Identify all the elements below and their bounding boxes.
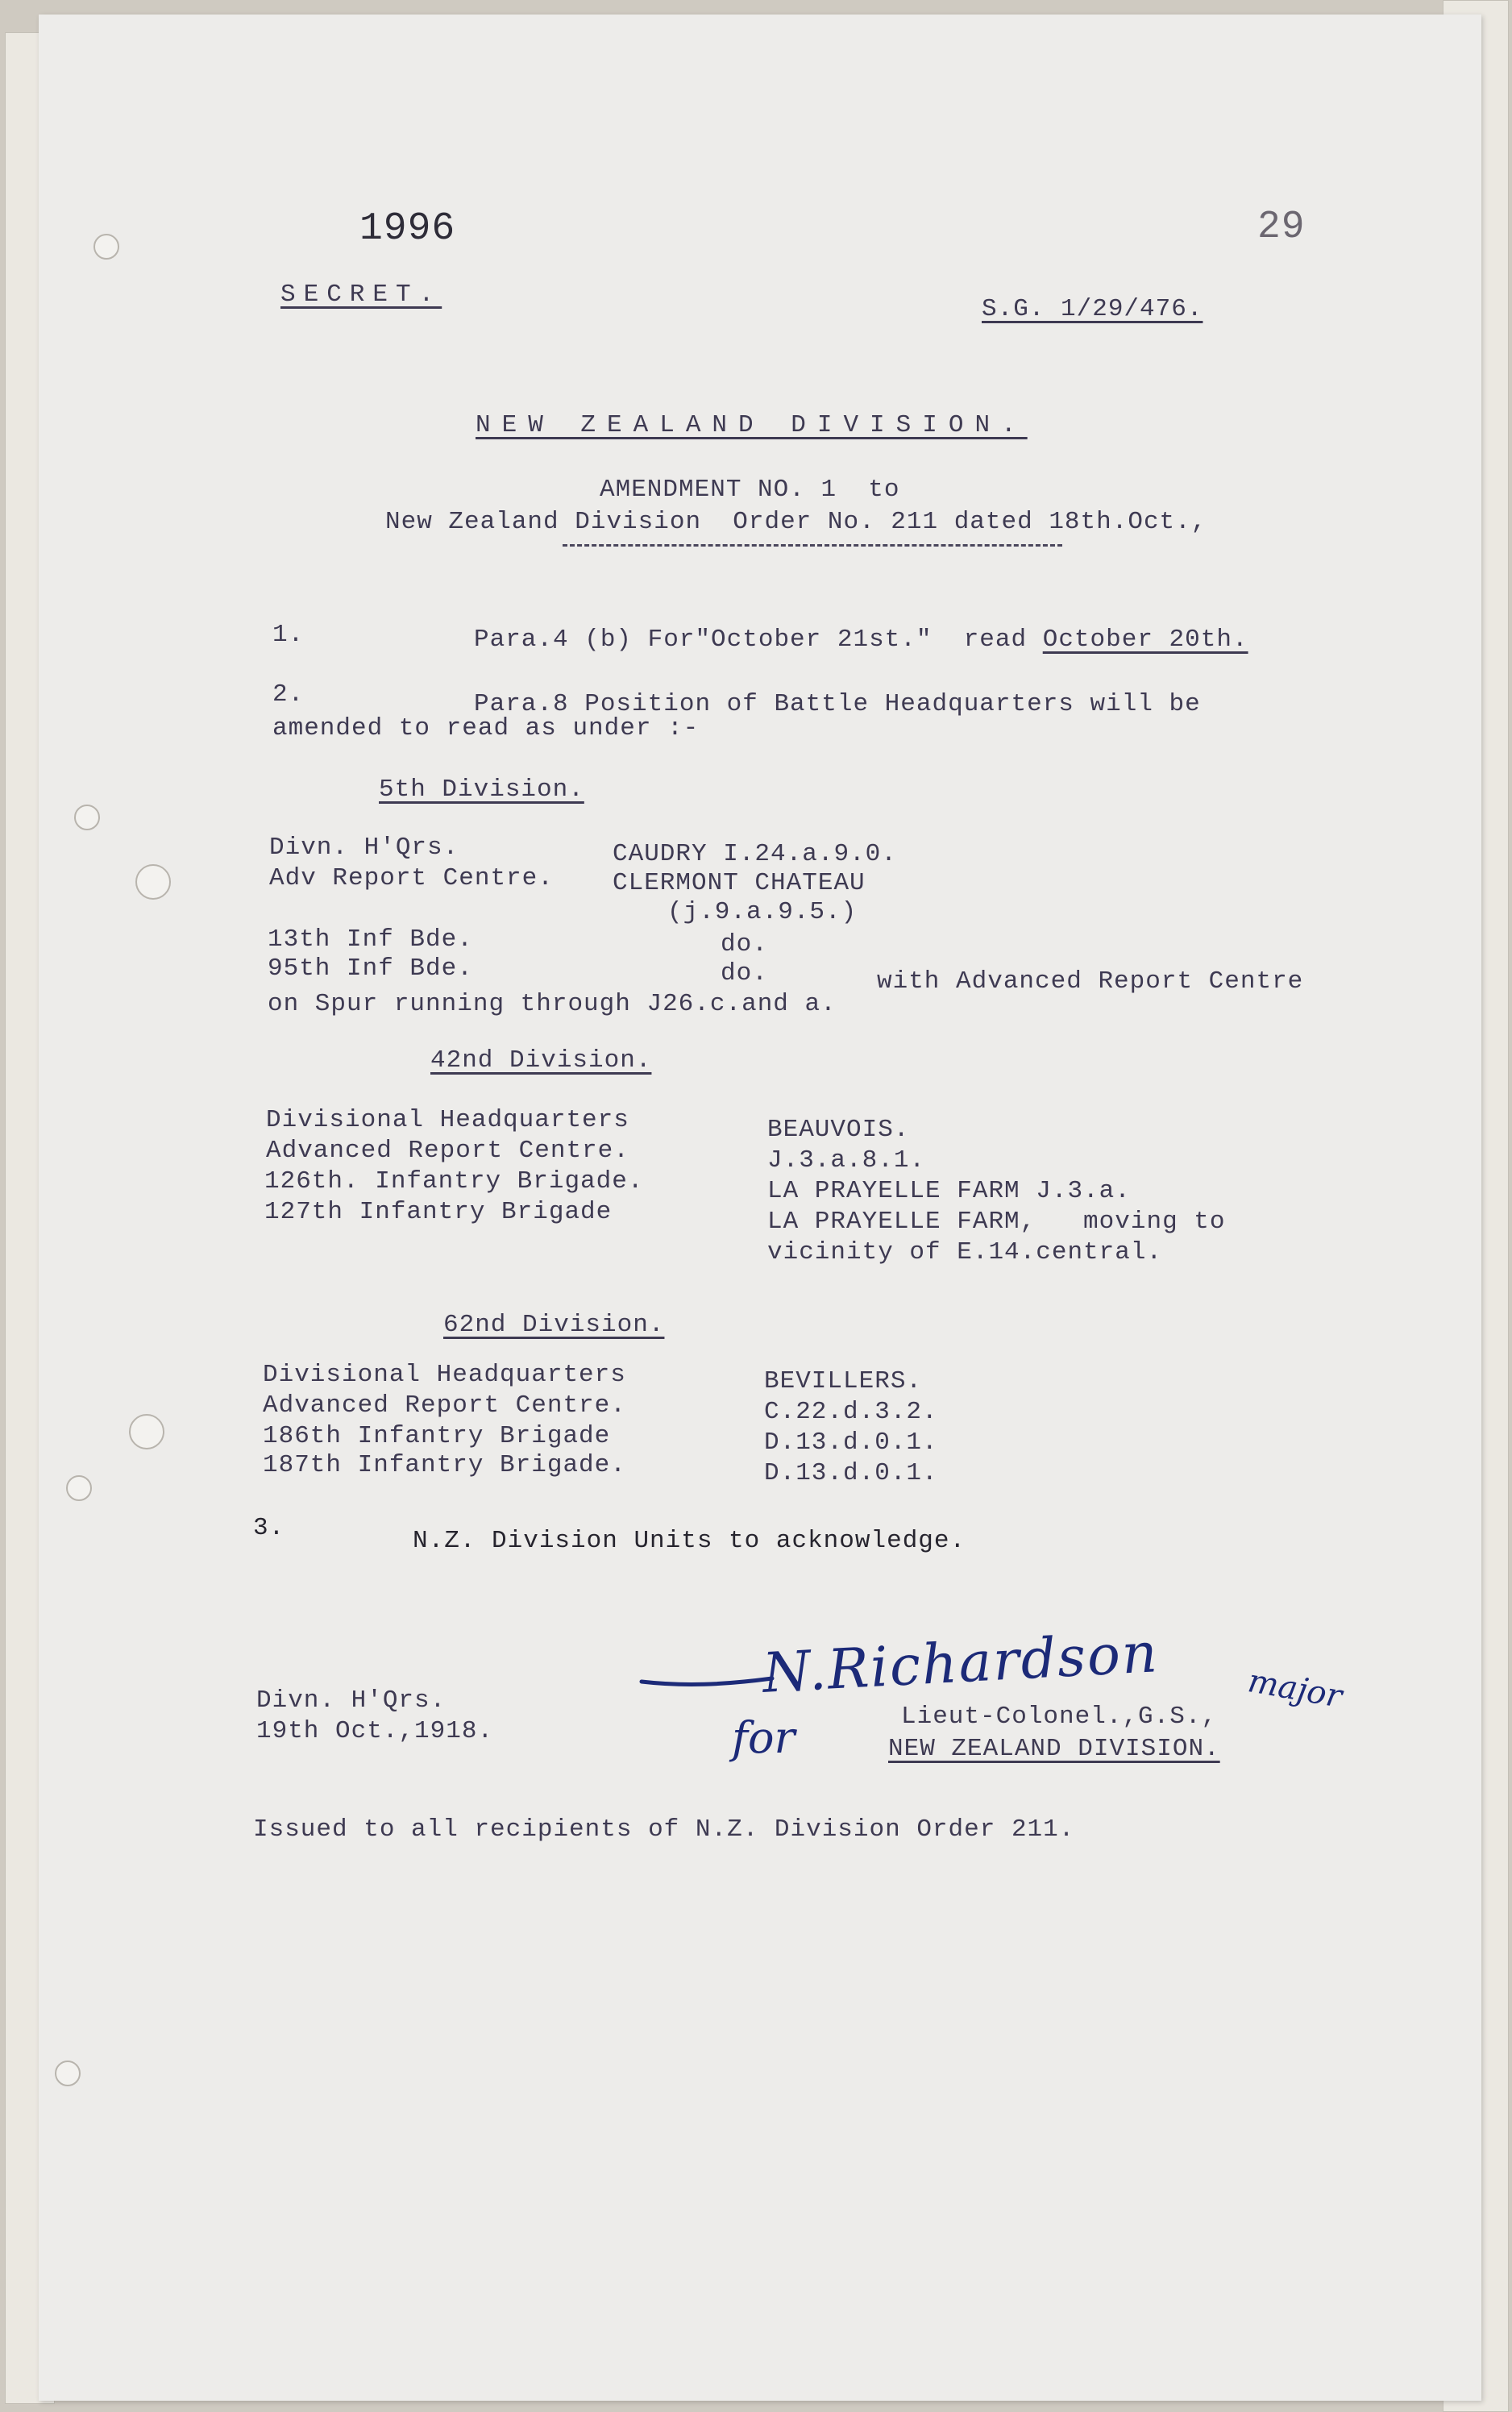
para-1-number: 1. <box>272 621 305 649</box>
para-2-number: 2. <box>272 680 305 709</box>
division-62-value-187bde: D.13.d.0.1. <box>764 1459 938 1487</box>
para-1-emphasis: October 20th. <box>1042 626 1248 654</box>
division-62-heading: 62nd Division. <box>443 1311 665 1339</box>
punch-hole <box>129 1414 164 1449</box>
punch-hole <box>66 1475 92 1501</box>
division-62-value-arc: C.22.d.3.2. <box>764 1398 938 1426</box>
order-line: New Zealand Division Order No. 211 dated 18th.Oct., <box>385 508 1207 536</box>
division-42-value-126bde: LA PRAYELLE FARM J.3.a. <box>767 1177 1131 1205</box>
division-5-label-hq: Divn. H'Qrs. <box>269 834 459 862</box>
signatory-title: Lieut-Colonel.,G.S., <box>901 1703 1218 1731</box>
division-5-heading: 5th Division. <box>379 776 584 804</box>
division-5-value-arc: CLERMONT CHATEAU <box>613 869 866 897</box>
division-5-label-95bde: 95th Inf Bde. <box>268 954 473 983</box>
page-number: 29 <box>1257 206 1306 249</box>
division-5-value-13bde: do. <box>721 930 768 959</box>
punch-hole <box>74 805 100 830</box>
division-42-heading: 42nd Division. <box>430 1046 652 1075</box>
division-42-value-hq: BEAUVOIS. <box>767 1116 910 1144</box>
para-1-text: Para.4 (b) For"October 21st." read October 20th. <box>474 626 1248 654</box>
punch-hole <box>135 864 171 900</box>
division-62-label-187bde: 187th Infantry Brigade. <box>263 1451 626 1479</box>
division-5-note-95bde: with Advanced Report Centre <box>877 967 1304 996</box>
division-5-value-hq: CAUDRY I.24.a.9.0. <box>613 840 897 868</box>
signature: N.Richardson <box>761 1621 1161 1706</box>
distribution-note: Issued to all recipients of N.Z. Division Order 211. <box>253 1815 1075 1844</box>
division-5-value-95bde: do. <box>721 959 768 988</box>
para-2-line-2: amended to read as under :- <box>272 714 700 742</box>
para-2-line-1: Para.8 Position of Battle Headquarters will be <box>474 690 1201 718</box>
para-3-text: N.Z. Division Units to acknowledge. <box>413 1527 966 1555</box>
division-42-value-arc: J.3.a.8.1. <box>767 1146 926 1175</box>
document-number: 1996 <box>359 207 456 251</box>
para-3-number: 3. <box>253 1514 285 1542</box>
division-5-label-arc: Adv Report Centre. <box>269 864 554 892</box>
signature-rank: major <box>1244 1662 1345 1715</box>
division-42-label-127bde: 127th Infantry Brigade <box>264 1198 613 1226</box>
amendment-line: AMENDMENT NO. 1 to <box>600 476 900 504</box>
reference-number: S.G. 1/29/476. <box>982 295 1203 323</box>
punch-hole <box>93 234 119 260</box>
division-42-continuation: vicinity of E.14.central. <box>767 1238 1163 1266</box>
division-62-label-186bde: 186th Infantry Brigade <box>263 1422 611 1450</box>
division-5-label-13bde: 13th Inf Bde. <box>268 925 473 954</box>
title-divider <box>563 544 1062 547</box>
signatory-unit: NEW ZEALAND DIVISION. <box>888 1735 1220 1763</box>
division-42-label-hq: Divisional Headquarters <box>266 1106 629 1134</box>
division-42-label-126bde: 126th. Infantry Brigade. <box>264 1167 644 1196</box>
division-62-value-hq: BEVILLERS. <box>764 1367 923 1395</box>
division-5-spur-line: on Spur running through J26.c.and a. <box>268 990 837 1018</box>
division-42-label-arc: Advanced Report Centre. <box>266 1137 629 1165</box>
division-62-value-186bde: D.13.d.0.1. <box>764 1428 938 1457</box>
document-heading: NEW ZEALAND DIVISION. <box>476 411 1028 439</box>
punch-hole <box>55 2061 81 2086</box>
origin-label: Divn. H'Qrs. <box>256 1686 447 1715</box>
division-62-label-arc: Advanced Report Centre. <box>263 1391 626 1420</box>
issue-date: 19th Oct.,1918. <box>256 1717 494 1745</box>
signature-for: for <box>732 1712 795 1763</box>
division-62-label-hq: Divisional Headquarters <box>263 1361 626 1389</box>
document-page <box>39 15 1481 2401</box>
division-42-value-127bde: LA PRAYELLE FARM, moving to <box>767 1208 1226 1236</box>
division-5-clermont-ref: (j.9.a.9.5.) <box>667 898 858 926</box>
classification-label: SECRET. <box>280 281 442 309</box>
